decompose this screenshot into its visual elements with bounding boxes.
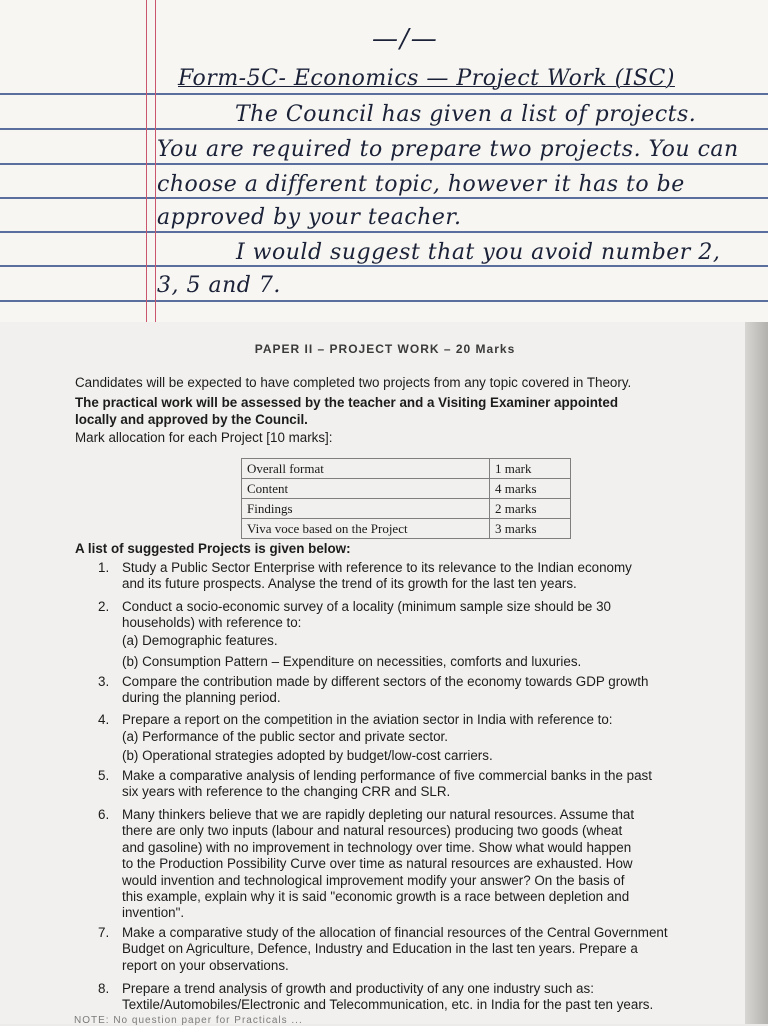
scan-edge-shadow <box>745 322 768 1024</box>
item-line: Textile/Automobiles/Electronic and Telecommunication, etc. in India for the past ten years. <box>122 997 654 1013</box>
note-title: Form-5C- Economics — Project Work (ISC) <box>178 66 675 91</box>
item-line: report on your observations. <box>122 957 289 973</box>
paper-heading: PAPER II – PROJECT WORK – 20 Marks <box>254 342 516 356</box>
item-number: 1. <box>98 560 110 575</box>
item-text <box>122 981 653 1014</box>
ruled-line <box>0 163 768 165</box>
item-line: Make a comparative analysis of lending performance of five commercial banks in the past <box>122 768 652 783</box>
item-line: there are only two inputs (labour and natural resources) producing two goods (wheat <box>122 823 623 839</box>
item-line: Study a Public Sector Enterprise with reference to its relevance to the Indian economy <box>122 560 632 575</box>
table-row <box>242 479 571 499</box>
handwritten-note-sheet <box>0 0 768 322</box>
sub-item: (a) Performance of the public sector and private sector. <box>122 729 448 744</box>
intro-line: Mark allocation for each Project [10 marks]: <box>75 430 333 445</box>
item-line: Compare the contribution made by different sectors of the economy towards GDP growth <box>122 674 649 689</box>
table-cell: 2 marks <box>490 499 571 519</box>
cut-off-footer-note: NOTE: No question paper for Practicals ... <box>74 1015 303 1026</box>
table-cell: Content <box>242 479 490 499</box>
item-line: this example, explain why it is said "economic growth is a race between depletion and <box>122 889 630 905</box>
item-number: 8. <box>98 981 110 996</box>
item-text <box>122 599 611 632</box>
item-line: to the Production Possibility Curve over time as natural resources are exhausted. How <box>122 856 633 872</box>
item-number: 5. <box>98 768 110 783</box>
item-line: during the planning period. <box>122 690 281 706</box>
sub-item: (b) Operational strategies adopted by budget/low-cost carriers. <box>122 748 493 763</box>
note-line: choose a different topic, however it has to be <box>157 172 685 197</box>
item-line: Budget on Agriculture, Defence, Industry and Education in the last ten years. Prepare a <box>122 941 638 957</box>
ruled-line <box>0 231 768 233</box>
note-line: I would suggest that you avoid number 2, <box>236 240 721 265</box>
intro-line: Candidates will be expected to have completed two projects from any topic covered in Theory. <box>75 375 632 390</box>
table-row <box>242 499 571 519</box>
ruled-line <box>0 93 768 95</box>
item-line: would invention and technological improvement modify your answer? On the basis of <box>122 872 625 888</box>
table-cell: 1 mark <box>490 459 571 479</box>
table-cell: Viva voce based on the Project <box>242 519 490 539</box>
item-text <box>122 674 648 707</box>
item-text <box>122 807 634 922</box>
margin-line <box>146 0 147 322</box>
ruled-line <box>0 128 768 130</box>
table-row <box>242 459 571 479</box>
note-line: You are required to prepare two projects. You can <box>157 137 739 162</box>
item-text <box>122 560 632 593</box>
intro-line: locally and approved by the Council. <box>75 412 308 427</box>
item-number: 4. <box>98 712 110 727</box>
item-number: 2. <box>98 599 110 614</box>
table-row <box>242 519 571 539</box>
ruled-line <box>0 265 768 267</box>
sub-item: (b) Consumption Pattern – Expenditure on necessities, comforts and luxuries. <box>122 654 582 669</box>
note-line: The Council has given a list of projects. <box>235 102 697 127</box>
table-cell: 4 marks <box>490 479 571 499</box>
item-number: 6. <box>98 807 110 822</box>
ruled-line <box>0 197 768 199</box>
table-cell: 3 marks <box>490 519 571 539</box>
printed-syllabus-page <box>0 322 745 1024</box>
note-line: approved by your teacher. <box>157 205 462 230</box>
item-text <box>122 768 652 801</box>
intro-line: The practical work will be assessed by the teacher and a Visiting Examiner appointed <box>75 395 619 410</box>
item-number: 7. <box>98 925 110 940</box>
note-line: 3, 5 and 7. <box>157 273 281 298</box>
item-line: six years with reference to the changing CRR and SLR. <box>122 784 451 800</box>
projects-list-heading: A list of suggested Projects is given below: <box>75 541 351 556</box>
mark-allocation-table <box>241 458 571 539</box>
page-number: —/— <box>372 24 439 54</box>
sub-item: (a) Demographic features. <box>122 633 278 648</box>
item-line: and its future prospects. Analyse the trend of its growth for the last ten years. <box>122 576 577 592</box>
item-line: Make a comparative study of the allocation of financial resources of the Central Government <box>122 925 668 940</box>
item-line: Conduct a socio-economic survey of a locality (minimum sample size should be 30 <box>122 599 611 614</box>
table-cell: Overall format <box>242 459 490 479</box>
item-number: 3. <box>98 674 110 689</box>
item-line: and gasoline) with no improvement in technology over time. Show what would happen <box>122 839 632 855</box>
item-line: households) with reference to: <box>122 615 302 631</box>
item-line: Many thinkers believe that we are rapidly depleting our natural resources. Assume that <box>122 807 635 822</box>
item-line: invention". <box>122 905 185 921</box>
item-text <box>122 712 613 728</box>
table-cell: Findings <box>242 499 490 519</box>
item-line: Prepare a report on the competition in the aviation sector in India with reference to: <box>122 712 613 727</box>
ruled-line <box>0 300 768 302</box>
item-text <box>122 925 668 974</box>
margin-line <box>155 0 156 322</box>
item-line: Prepare a trend analysis of growth and productivity of any one industry such as: <box>122 981 594 996</box>
